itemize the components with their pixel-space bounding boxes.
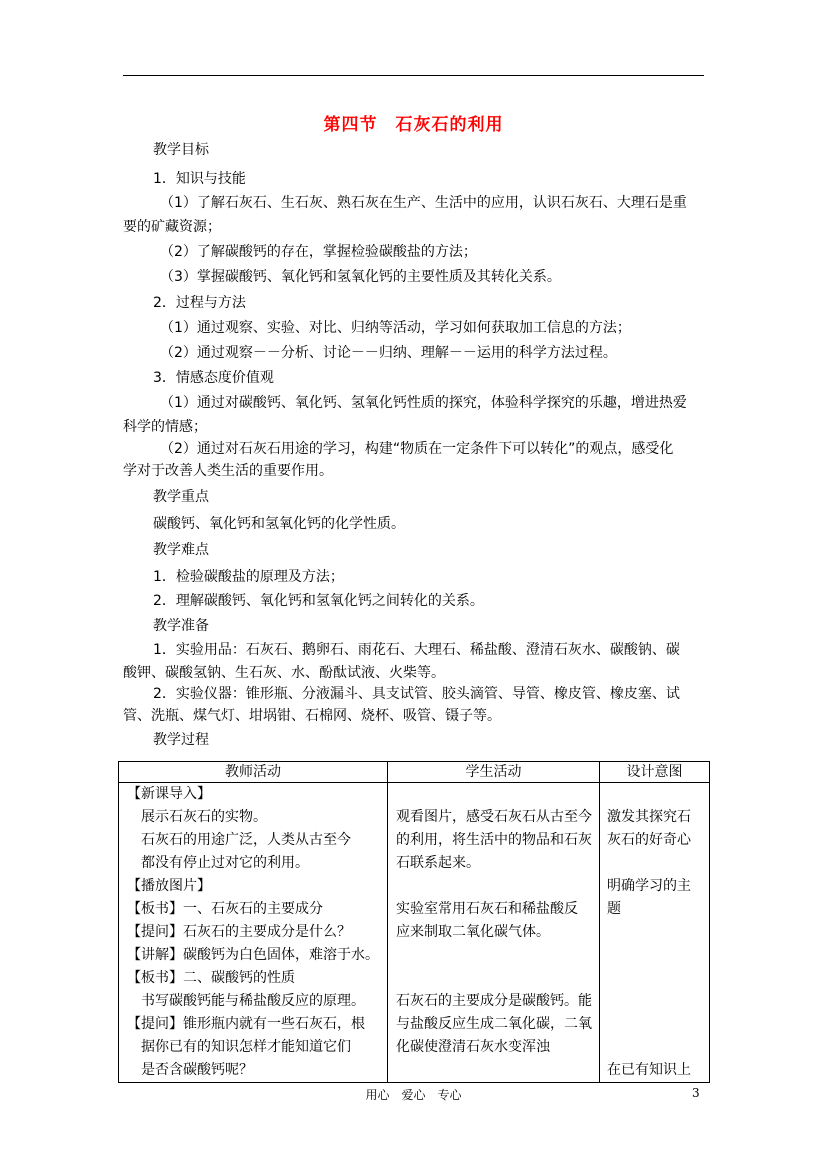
teacher-line: 【板书】一、石灰石的主要成分 bbox=[127, 901, 323, 917]
intent-line: 在已有知识上 bbox=[607, 1062, 691, 1078]
student-line: 石灰石的主要成分是碳酸钙。能 bbox=[396, 993, 592, 1009]
intent-line bbox=[607, 1013, 709, 1036]
intent-line bbox=[607, 1036, 709, 1059]
teacher-line: 石灰石的用途广泛，人类从古至今 bbox=[127, 832, 351, 848]
body-line: （2）了解碳酸钙的存在，掌握检验碳酸盐的方法； bbox=[160, 244, 477, 260]
body-line: 酸钾、碳酸氢钠、生石灰、水、酚酞试液、火柴等。 bbox=[123, 665, 445, 681]
teacher-line: 【讲解】碳酸钙为白色固体，难溶于水。 bbox=[127, 947, 379, 963]
intent-line bbox=[607, 990, 709, 1013]
student-line bbox=[396, 783, 599, 806]
intent-line: 明确学习的主 bbox=[607, 878, 691, 894]
body-line: 1．实验用品：石灰石、鹅卵石、雨花石、大理石、稀盐酸、澄清石灰水、碳酸钠、碳 bbox=[153, 642, 680, 658]
body-line: 教学重点 bbox=[153, 489, 209, 505]
intent-cell bbox=[600, 783, 710, 1083]
teacher-line: 【提问】锥形瓶内就有一些石灰石，根 bbox=[127, 1016, 365, 1032]
intent-line: 灰石的好奇心 bbox=[607, 832, 691, 848]
body-line: 1．检验碳酸盐的原理及方法； bbox=[153, 569, 344, 585]
intent-line bbox=[607, 944, 709, 967]
student-line bbox=[396, 967, 599, 990]
teacher-line: 【新课导入】 bbox=[127, 786, 211, 802]
body-line: 教学难点 bbox=[153, 542, 209, 558]
body-line: 学对于改善人类生活的重要作用。 bbox=[123, 463, 333, 479]
intent-line bbox=[607, 852, 709, 875]
body-line: 管、洗瓶、煤气灯、坩埚钳、石棉网、烧杯、吸管、镊子等。 bbox=[123, 708, 501, 724]
intent-line bbox=[607, 783, 709, 806]
body-line: （1）通过对碳酸钙、氧化钙、氢氧化钙性质的探究，体验科学探究的乐趣，增进热爱 bbox=[160, 395, 687, 411]
teacher-line: 书写碳酸钙能与稀盐酸反应的原理。 bbox=[127, 993, 365, 1009]
body-line: （2）通过对石灰石用途的学习，构建“物质在一定条件下可以转化”的观点，感受化 bbox=[160, 441, 674, 457]
header-student: 学生活动 bbox=[388, 762, 600, 783]
body-line: 碳酸钙、氧化钙和氢氧化钙的化学性质。 bbox=[153, 516, 405, 532]
teacher-line: 展示石灰石的实物。 bbox=[127, 809, 267, 825]
body-line: 1．知识与技能 bbox=[153, 171, 246, 187]
body-line: 2．理解碳酸钙、氧化钙和氢氧化钙之间转化的关系。 bbox=[153, 593, 484, 609]
page-number: 3 bbox=[692, 1086, 700, 1100]
teacher-cell bbox=[119, 783, 388, 1083]
intent-line bbox=[607, 921, 709, 944]
teacher-line: 【板书】二、碳酸钙的性质 bbox=[127, 970, 295, 986]
teacher-line: 是否含碳酸钙呢？ bbox=[127, 1062, 253, 1078]
teacher-line: 都没有停止过对它的利用。 bbox=[127, 855, 309, 871]
teaching-process-table bbox=[118, 761, 710, 1083]
header-intent: 设计意图 bbox=[600, 762, 710, 783]
body-line: （3）掌握碳酸钙、氧化钙和氢氧化钙的主要性质及其转化关系。 bbox=[160, 269, 561, 285]
body-line: 教学目标 bbox=[153, 142, 209, 158]
teacher-line: 【提问】石灰石的主要成分是什么？ bbox=[127, 924, 351, 940]
teacher-line: 【播放图片】 bbox=[127, 878, 211, 894]
page-title: 第四节 石灰石的利用 bbox=[323, 115, 504, 135]
body-line: 教学过程 bbox=[153, 732, 209, 748]
body-line: 要的矿藏资源； bbox=[123, 219, 221, 235]
header-teacher: 教师活动 bbox=[119, 762, 388, 783]
student-line bbox=[396, 1059, 599, 1082]
table-body-row bbox=[119, 783, 710, 1083]
body-line: 科学的情感； bbox=[123, 419, 207, 435]
body-line: （1）通过观察、实验、对比、归纳等活动，学习如何获取加工信息的方法； bbox=[160, 320, 631, 336]
body-line: 3．情感态度价值观 bbox=[153, 370, 274, 386]
intent-line: 激发其探究石 bbox=[607, 809, 691, 825]
body-line: 教学准备 bbox=[153, 618, 209, 634]
student-line: 的利用，将生活中的物品和石灰 bbox=[396, 832, 592, 848]
body-line: 2．过程与方法 bbox=[153, 295, 246, 311]
student-line: 观看图片，感受石灰石从古至今 bbox=[396, 809, 592, 825]
table-header-row bbox=[119, 762, 710, 783]
teacher-line: 据你已有的知识怎样才能知道它们 bbox=[127, 1039, 351, 1055]
body-line: （2）通过观察－－分析、讨论－－归纳、理解－－运用的科学方法过程。 bbox=[160, 345, 617, 361]
student-line: 与盐酸反应生成二氧化碳，二氧 bbox=[396, 1016, 592, 1032]
student-line: 石联系起来。 bbox=[396, 855, 480, 871]
student-line: 应来制取二氧化碳气体。 bbox=[396, 924, 550, 940]
intent-line: 题 bbox=[607, 901, 621, 917]
header-rule bbox=[123, 75, 704, 76]
student-line: 化碳使澄清石灰水变浑浊 bbox=[396, 1039, 550, 1055]
student-line bbox=[396, 944, 599, 967]
student-line: 实验室常用石灰石和稀盐酸反 bbox=[396, 901, 578, 917]
student-line bbox=[396, 875, 599, 898]
body-line: （1）了解石灰石、生石灰、熟石灰在生产、生活中的应用，认识石灰石、大理石是重 bbox=[160, 195, 687, 211]
footer-motto: 用心 爱心 专心 bbox=[365, 1088, 462, 1102]
body-line: 2．实验仪器：锥形瓶、分液漏斗、具支试管、胶头滴管、导管、橡皮管、橡皮塞、试 bbox=[153, 686, 680, 702]
student-cell bbox=[388, 783, 600, 1083]
intent-line bbox=[607, 967, 709, 990]
